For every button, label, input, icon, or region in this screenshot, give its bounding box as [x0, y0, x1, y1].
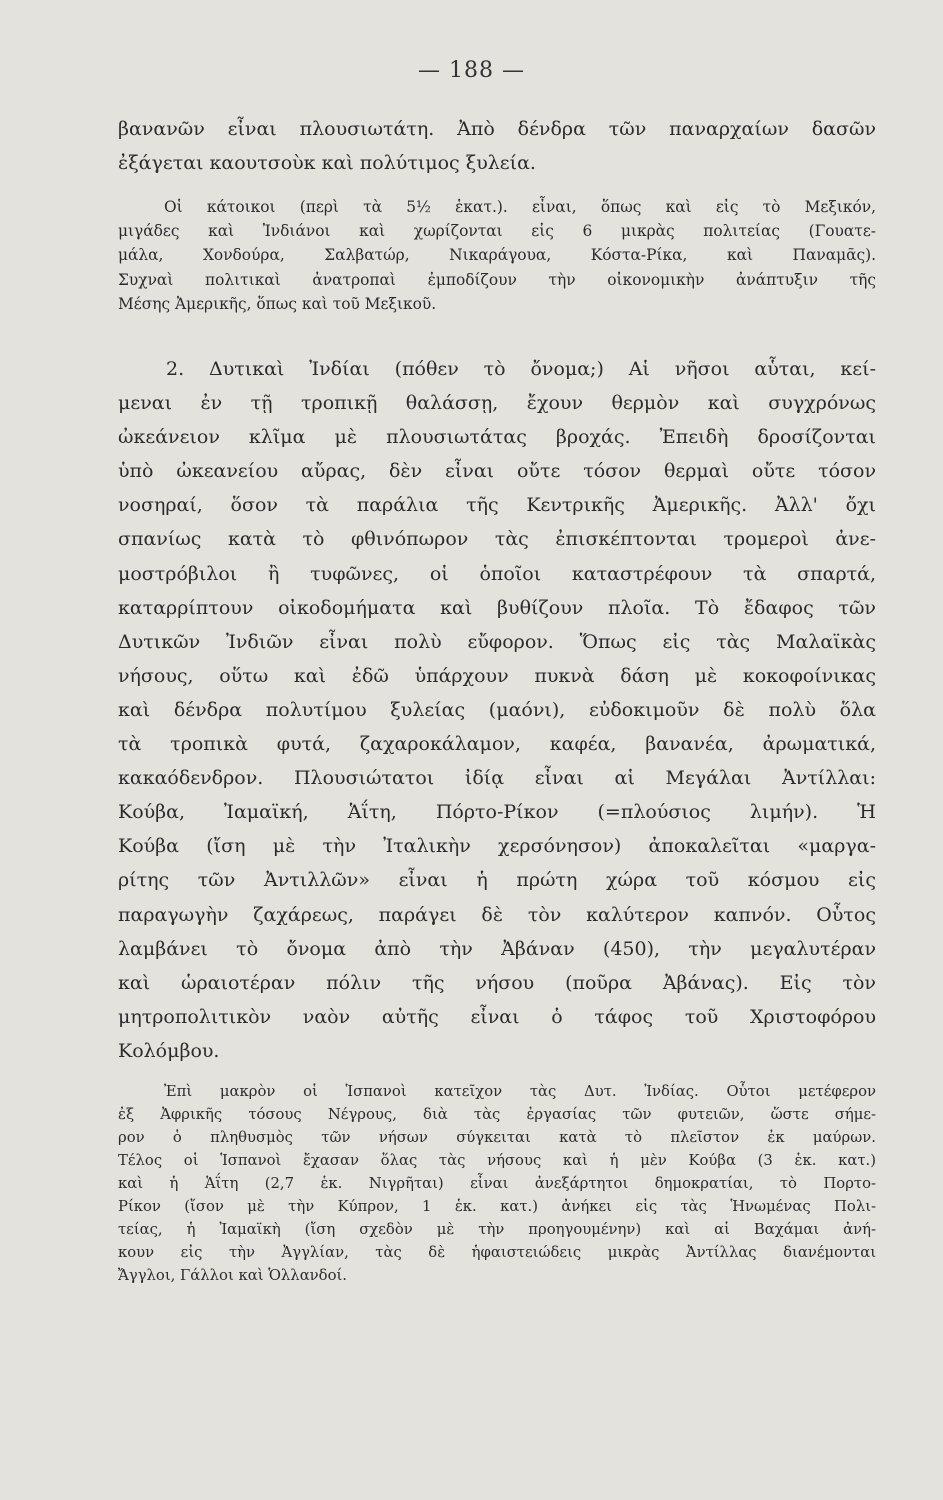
text-line: μεναι ἐν τῇ τροπικῇ θαλάσσῃ, ἔχουν θερμὸν καὶ συγχρόνως — [118, 392, 876, 415]
paragraph-3-west-indies — [118, 352, 876, 1068]
text-line: Συχναὶ πολιτικαὶ ἀνατροπαὶ ἐμποδίζουν τὴν οἰκονομικὴν ἀνάπτυξιν τῆς — [118, 270, 876, 289]
text-line: Ἐπὶ μακρὸν οἱ Ἱσπανοὶ κατεῖχον τὰς Δυτ. Ἰνδίας. Οὗτοι μετέφερον — [164, 1083, 876, 1100]
text-line: μάλα, Χονδούρα, Σαλβατώρ, Νικαράγουα, Κόστα-Ρίκα, καὶ Παναμᾶς). — [118, 246, 876, 265]
text-line: Κούβα, Ἰαμαϊκή, Ἁΐτη, Πόρτο-Ρίκον (=πλούσιος λιμήν). Ἡ — [118, 801, 876, 824]
text-line: Μέσης Ἀμερικῆς, ὅπως καὶ τοῦ Μεξικοῦ. — [118, 294, 437, 313]
text-line: 2. Δυτικαὶ Ἰνδίαι (πόθεν τὸ ὄνομα;) Αἱ νῆσοι αὗται, κεί- — [166, 358, 876, 380]
text-line: κακαόδενδρον. Πλουσιώτατοι ἰδίᾳ εἶναι αἱ Μεγάλαι Ἀντίλλαι: — [118, 767, 876, 790]
text-line: ἐξάγεται καουτσοὺκ καὶ πολύτιμος ξυλεία. — [118, 152, 536, 175]
text-line: Ρίκον (ἴσον μὲ τὴν Κύπρον, 1 ἑκ. κατ.) ἀνήκει εἰς τὰς Ἡνωμένας Πολι- — [118, 1198, 876, 1215]
text-line: τείας, ἡ Ἰαμαϊκὴ (ἴση σχεδὸν μὲ τὴν προηγουμένην) καὶ αἱ Βαχάμαι ἀνή- — [118, 1221, 876, 1238]
text-line: σπανίως κατὰ τὸ φθινόπωρον τὰς ἐπισκέπτονται τρομεροὶ ἀνε- — [118, 528, 876, 551]
text-line: Οἱ κάτοικοι (περὶ τὰ 5½ ἑκατ.). εἶναι, ὅπως καὶ εἰς τὸ Μεξικόν, — [164, 198, 876, 216]
text-line: καταρρίπτουν οἰκοδομήματα καὶ βυθίζουν πλοῖα. Τὸ ἔδαφος τῶν — [118, 596, 876, 619]
text-line: νοσηραί, ὅσον τὰ παράλια τῆς Κεντρικῆς Ἀμερικῆς. Ἀλλ' ὄχι — [118, 494, 876, 517]
text-line: τὰ τροπικὰ φυτά, ζαχαροκάλαμον, καφέα, βανανέα, ἀρωματικά, — [118, 733, 876, 756]
text-line: Ἄγγλοι, Γάλλοι καὶ Ὁλλανδοί. — [118, 1267, 347, 1284]
text-line: μητροπολιτικὸν ναὸν αὐτῆς εἶναι ὁ τάφος τοῦ Χριστοφόρου — [118, 1005, 876, 1028]
text-line: παραγωγὴν ζαχάρεως, παράγει δὲ τὸν καλύτερον καπνόν. Οὗτος — [118, 903, 876, 926]
text-line: βανανῶν εἶναι πλουσιωτάτη. Ἀπὸ δένδρα τῶν παναρχαίων δασῶν — [118, 118, 876, 140]
text-line: Κολόμβου. — [118, 1039, 220, 1062]
text-line: ρίτης τῶν Ἀντιλλῶν» εἶναι ἡ πρώτη χώρα τοῦ κόσμου εἰς — [118, 869, 876, 892]
page-number: — 188 — — [418, 58, 525, 83]
text-line: καὶ δένδρα πολυτίμου ξυλείας (μαόνι), εὐδοκιμοῦν δὲ πολὺ ὅλα — [118, 698, 876, 721]
text-line: λαμβάνει τὸ ὄνομα ἀπὸ τὴν Ἀβάναν (450), τὴν μεγαλυτέραν — [118, 937, 876, 960]
text-line: κουν εἰς τὴν Ἀγγλίαν, τὰς δὲ ἡφαιστειώδεις μικρὰς Ἀντίλλας διανέμονται — [118, 1244, 876, 1261]
text-line: καὶ ὡραιοτέραν πόλιν τῆς νήσου (ποῦρα Ἀβάνας). Εἰς τὸν — [118, 971, 876, 994]
paragraph-1 — [118, 112, 876, 180]
paragraph-4-footnote — [118, 1080, 876, 1287]
text-line: μοστρόβιλοι ἢ τυφῶνες, οἱ ὁποῖοι καταστρέφουν τὰ σπαρτά, — [118, 562, 876, 585]
text-line: νήσους, οὕτω καὶ ἐδῶ ὑπάρχουν πυκνὰ δάση μὲ κοκοφοίνικας — [118, 664, 876, 687]
text-line: μιγάδες καὶ Ἰνδιάνοι καὶ χωρίζονται εἰς 6 μικρὰς πολιτείας (Γουατε- — [118, 222, 876, 241]
text-line: Τέλος οἱ Ἱσπανοὶ ἔχασαν ὅλας τὰς νήσους καὶ ἡ μὲν Κούβα (3 ἑκ. κατ.) — [118, 1152, 876, 1169]
text-line: ἐξ Ἀφρικῆς τόσους Νέγρους, διὰ τὰς ἐργασίας τῶν φυτειῶν, ὥστε σήμε- — [118, 1106, 876, 1123]
text-line: καὶ ἡ Ἁΐτη (2,7 ἑκ. Νιγρῆται) εἶναι ἀνεξάρτητοι δημοκρατίαι, τὸ Πορτο- — [118, 1175, 876, 1192]
paragraph-2 — [118, 195, 876, 316]
text-line: Κούβα (ἴση μὲ τὴν Ἰταλικὴν χερσόνησον) ἀποκαλεῖται «μαργα- — [118, 835, 876, 858]
text-line: ρον ὁ πληθυσμὸς τῶν νήσων σύγκειται κατὰ τὸ πλεῖστον ἐκ μαύρων. — [118, 1129, 876, 1146]
text-line: ὠκεάνειον κλῖμα μὲ πλουσιωτάτας βροχάς. Ἐπειδὴ δροσίζονται — [118, 426, 876, 449]
text-line: ὑπὸ ὠκεανείου αὔρας, δὲν εἶναι οὔτε τόσον θερμαὶ οὔτε τόσον — [118, 460, 876, 483]
text-line: Δυτικῶν Ἰνδιῶν εἶναι πολὺ εὔφορον. Ὅπως εἰς τὰς Μαλαϊκὰς — [118, 630, 876, 653]
